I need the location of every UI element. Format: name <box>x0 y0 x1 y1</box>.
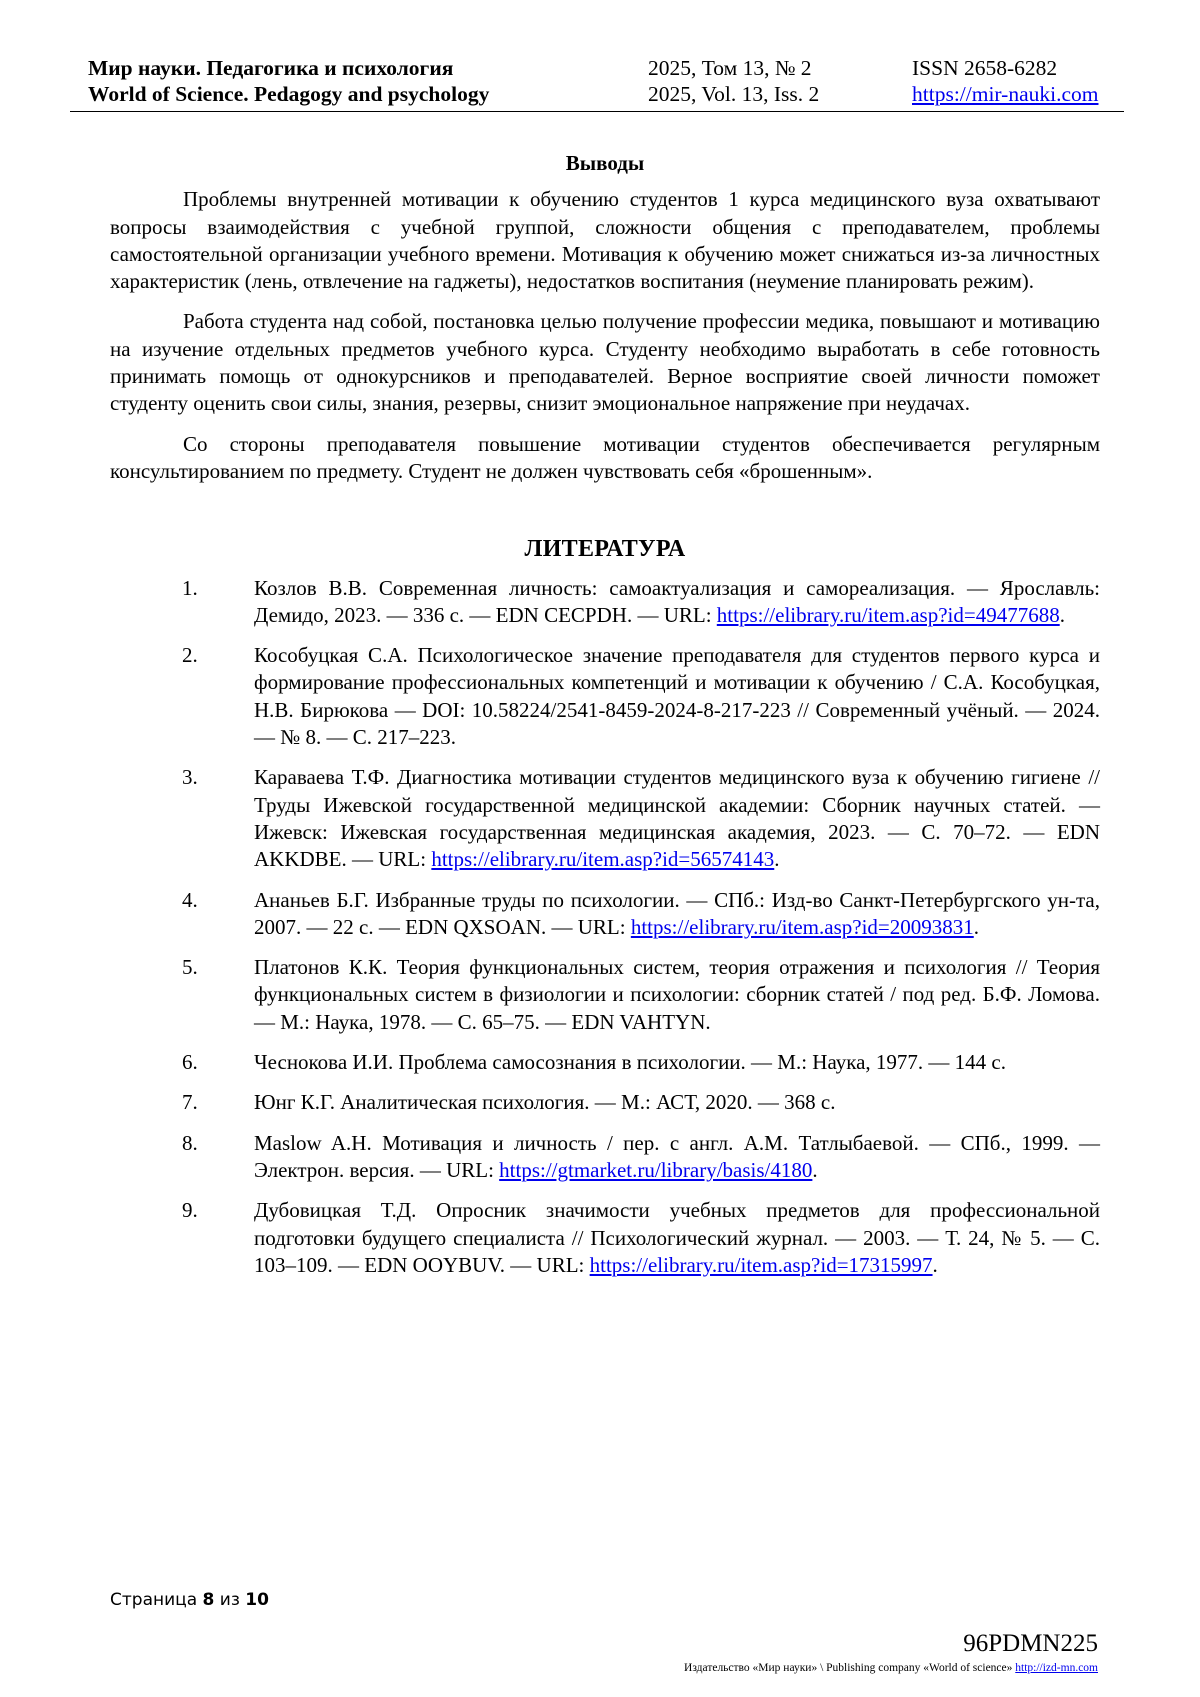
publisher-line <box>684 1662 1098 1674</box>
reference-number: 7. <box>182 1090 198 1115</box>
reference-link[interactable]: https://elibrary.ru/item.asp?id=17315997 <box>589 1252 933 1277</box>
page-total: 10 <box>245 1590 269 1610</box>
reference-tail: . <box>812 1157 818 1182</box>
publisher-name: Издательство «Мир науки» \ Publishing company «World of science» <box>684 1662 1013 1674</box>
reference-text: Платонов К.К. Теория функциональных систем, теория отражения и психология // Теория функциональных систем в физиологии и психологии: сборник статей / под ред. Б.Ф. Ломова. — М.: Наука, 1978. — С. 65–75. — EDN VAHTYN. <box>254 955 1100 1034</box>
reference-link[interactable]: https://elibrary.ru/item.asp?id=20093831 <box>630 914 974 939</box>
reference-list <box>110 575 1100 1280</box>
reference-number: 8. <box>182 1130 198 1155</box>
reference-item <box>110 1049 1100 1076</box>
reference-item <box>110 1089 1100 1116</box>
issue-en: 2025, Vol. 13, Iss. 2 <box>648 82 820 106</box>
reference-item <box>110 642 1100 751</box>
conclusions-paragraph: Работа студента над собой, постановка целью получение профессии медика, повышают и мотивацию на изучение отдельных предметов учебного курса. Студенту необходимо выработать в себе готовность принимать помощь от однокурсников и преподавателей. Верное восприятие своей личности поможет студенту оценить свои силы, знания, резервы, снизит эмоциональное напряжение при неудачах. <box>110 309 1100 416</box>
reference-link[interactable]: https://gtmarket.ru/library/basis/4180 <box>499 1157 813 1182</box>
reference-text: Караваева Т.Ф. Диагностика мотивации студентов медицинского вуза к обучению гигиене // Труды Ижевской государственной медицинской академии: Сборник научных статей. — Ижевск: Ижевская государственная медицинская академия, 2023. — С. 70–72. — EDN AKKDBE. — URL: <box>254 765 1100 872</box>
reference-text: Юнг К.Г. Аналитическая психология. — М.: АСТ, 2020. — 368 с. <box>254 1090 836 1115</box>
page-content <box>110 150 1100 1292</box>
conclusions-paragraph: Проблемы внутренней мотивации к обучению студентов 1 курса медицинского вуза охватывают вопросы взаимодействия с учебной группой, сложности общения с преподавателем, проблемы самостоятельной организации учебного времени. Мотивация к обучению может снижаться из-за личностных характеристик (лень, отвлечение на гаджеты), недостатков воспитания (неумение планировать режим). <box>110 187 1100 294</box>
reference-number: 6. <box>182 1050 198 1075</box>
reference-text: Дубовицкая Т.Д. Опросник значимости учебных предметов для профессиональной подготовки будущего специалиста // Психологический журнал. — 2003. — Т. 24, № 5. — С. 103–109. — EDN OOYBUV. — URL: <box>254 1198 1100 1277</box>
reference-text: Ананьев Б.Г. Избранные труды по психологии. — СПб.: Изд-во Санкт-Петербургского ун-та, 2007. — 22 с. — EDN QXSOAN. — URL: <box>254 887 1100 939</box>
page-word: Страница <box>110 1590 198 1610</box>
reference-number: 4. <box>182 887 198 912</box>
reference-number: 3. <box>182 765 198 790</box>
issn: ISSN 2658-6282 <box>912 56 1058 80</box>
page-number: 8 <box>202 1590 215 1610</box>
reference-tail: . <box>1059 602 1065 627</box>
reference-number: 9. <box>182 1198 198 1223</box>
reference-text: Кособуцкая С.А. Психологическое значение преподавателя для студентов первого курса и формирование профессиональных компетенций и мотивации к обучению / С.А. Кособуцкая, Н.В. Бирюкова — DOI: 10.58224/2541-8459-2024-8-217-223 // Современный учёный. — 2024. — № 8. — С. 217–223. <box>254 643 1100 750</box>
issn-block <box>912 55 1098 107</box>
journal-site-link[interactable]: https://mir-nauki.com <box>912 82 1099 106</box>
reference-text: Козлов В.В. Современная личность: самоактуализация и самореализация. — Ярославль: Демидо, 2023. — 336 с. — EDN CECPDH. — URL: <box>254 575 1100 627</box>
reference-number: 5. <box>182 955 198 980</box>
journal-name-ru: Мир науки. Педагогика и психология <box>88 56 454 80</box>
journal-name-block <box>88 55 489 107</box>
of-word: из <box>219 1590 240 1610</box>
reference-number: 1. <box>182 575 198 600</box>
issue-block <box>648 55 819 107</box>
reference-item <box>110 1197 1100 1279</box>
reference-text: Чеснокова И.И. Проблема самосознания в психологии. — М.: Наука, 1977. — 144 с. <box>254 1050 1007 1075</box>
reference-tail: . <box>973 914 979 939</box>
reference-link[interactable]: https://elibrary.ru/item.asp?id=49477688 <box>716 602 1060 627</box>
reference-number: 2. <box>182 643 198 668</box>
publisher-link[interactable]: http://izd-mn.com <box>1015 1662 1098 1674</box>
journal-header <box>70 55 1124 112</box>
reference-link[interactable]: https://elibrary.ru/item.asp?id=56574143 <box>431 847 775 872</box>
conclusions-paragraph: Со стороны преподавателя повышение мотивации студентов обеспечивается регулярным консультированием по предмету. Студент не должен чувствовать себя «брошенным». <box>110 431 1100 483</box>
reference-item <box>110 1130 1100 1185</box>
reference-item <box>110 954 1100 1036</box>
reference-item <box>110 887 1100 942</box>
reference-item <box>110 764 1100 873</box>
article-code: 96PDMN225 <box>963 1630 1098 1657</box>
conclusions-title: Выводы <box>565 151 645 175</box>
literature-title: ЛИТЕРАТУРА <box>524 536 686 563</box>
reference-item <box>110 575 1100 630</box>
page-indicator <box>110 1590 269 1610</box>
reference-text: Maslow A.H. Мотивация и личность / пер. с англ. А.М. Татлыбаевой. — СПб., 1999. — Электрон. версия. — URL: <box>254 1130 1100 1182</box>
issue-ru: 2025, Том 13, № 2 <box>648 56 812 80</box>
reference-tail: . <box>932 1252 938 1277</box>
journal-name-en: World of Science. Pedagogy and psychology <box>88 82 490 106</box>
reference-tail: . <box>774 847 780 872</box>
